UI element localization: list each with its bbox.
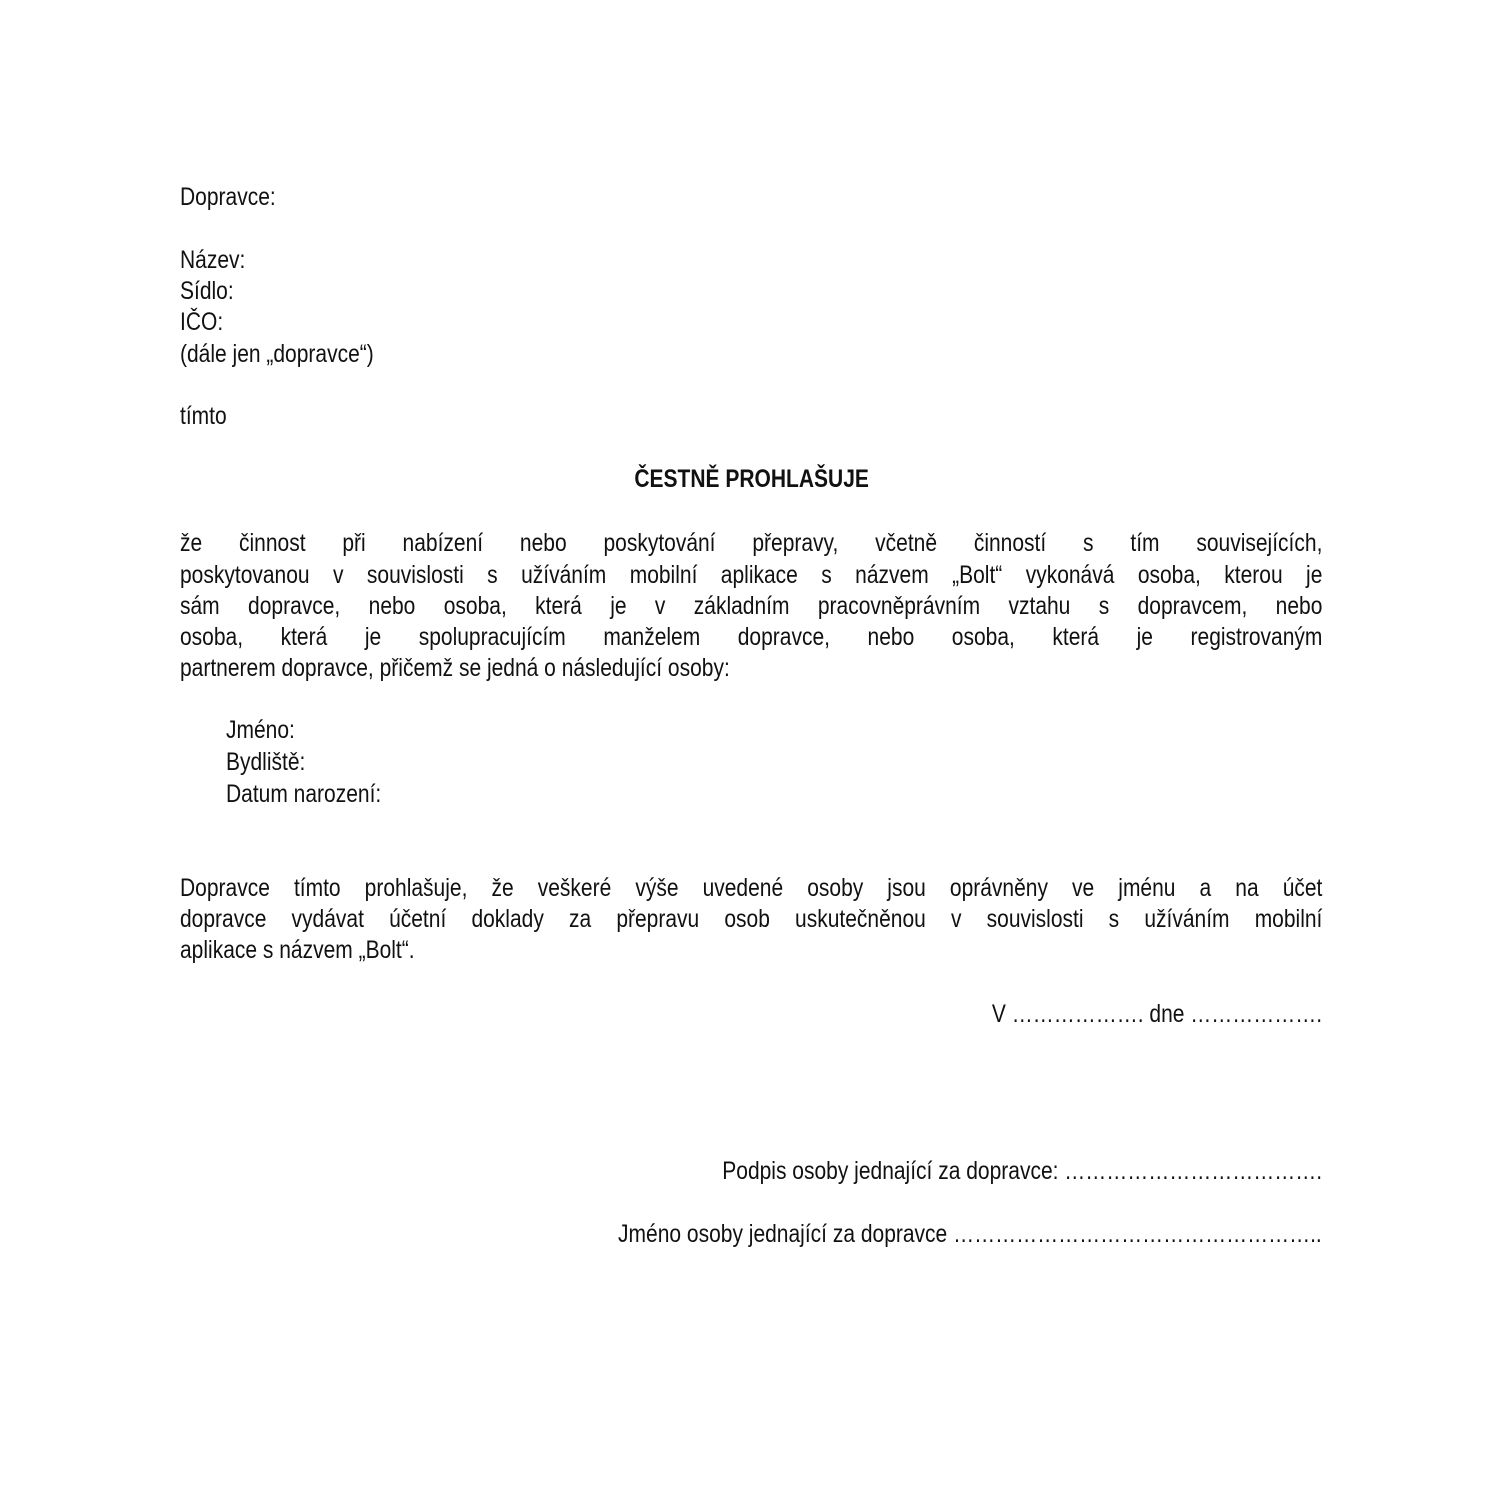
paragraph1-line: partnerem dopravce, přičemž se jedná o následující osoby: [180, 654, 730, 682]
place-date-line: V ………………. dne ………………. [991, 1000, 1322, 1028]
person-residence-label: Bydliště: [226, 748, 306, 776]
ico-label: IČO: [180, 308, 224, 336]
signer-name-line: Jméno osoby jednající za dopravce …………………………………………….. [618, 1220, 1322, 1248]
paragraph2-line: aplikace s názvem „Bolt“. [180, 936, 415, 964]
document-title-text: ČESTNĚ PROHLAŠUJE [634, 465, 869, 493]
name-label: Název: [180, 246, 246, 274]
seat-label: Sídlo: [180, 277, 234, 305]
paragraph2-line: Dopravce tímto prohlašuje, že veškeré výše uvedené osoby jsou oprávněny ve jménu a na účet [180, 874, 1323, 902]
signature-line: Podpis osoby jednající za dopravce: ………………………………. [722, 1157, 1322, 1185]
paragraph1-line: poskytovanou v souvislosti s užíváním mobilní aplikace s názvem „Bolt“ vykonává osoba, kterou je [180, 561, 1323, 589]
person-name-label: Jméno: [226, 716, 295, 744]
hereinafter-text: (dále jen „dopravce“) [180, 340, 374, 368]
paragraph1-line: sám dopravce, nebo osoba, která je v základním pracovněprávním vztahu s dopravcem, nebo [180, 592, 1323, 620]
paragraph2-line: dopravce vydávat účetní doklady za přepravu osob uskutečněnou v souvislosti s užíváním mobilní [180, 905, 1323, 933]
paragraph1-line: že činnost při nabízení nebo poskytování přepravy, včetně činností s tím souvisejících, [180, 529, 1323, 557]
paragraph1-line: osoba, která je spolupracujícím manželem dopravce, nebo osoba, která je registrovaným [180, 623, 1323, 651]
document-title [0, 464, 1500, 494]
person-birthdate-label: Datum narození: [226, 780, 382, 808]
hereby-text: tímto [180, 402, 227, 430]
carrier-label: Dopravce: [180, 183, 276, 211]
